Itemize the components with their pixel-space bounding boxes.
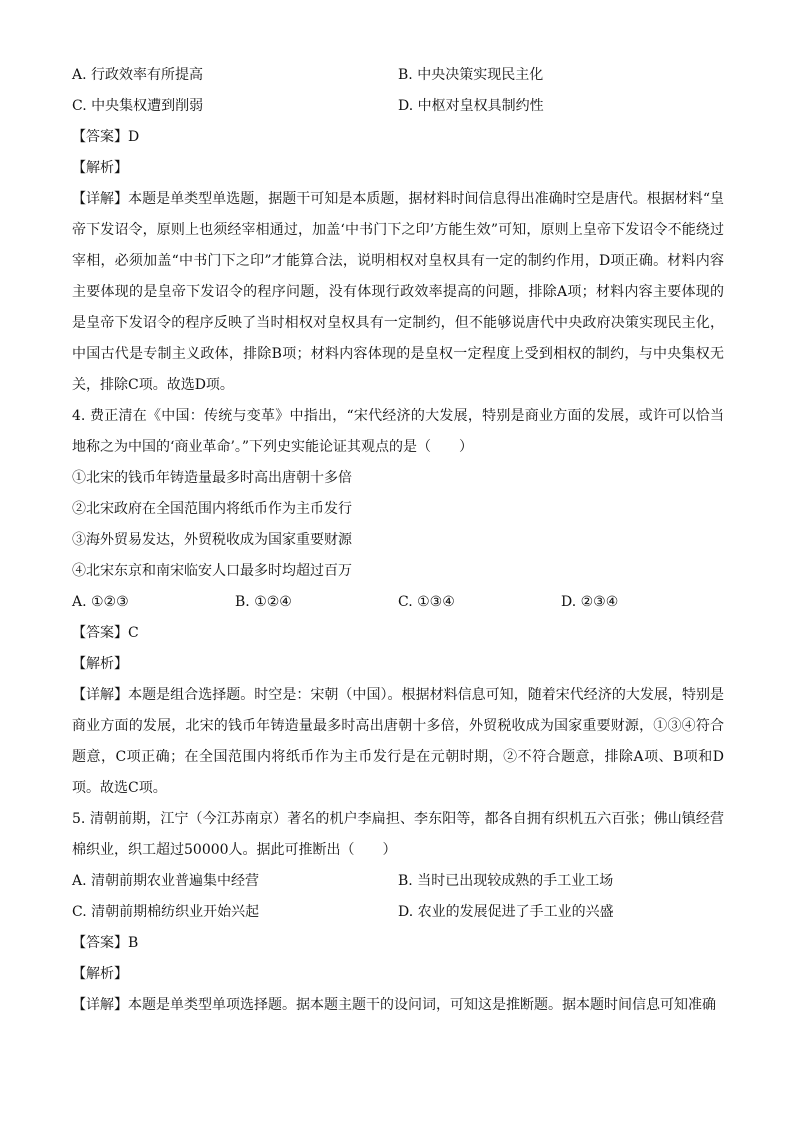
q3-detail: 【详解】本题是单类型单选题，据题干可知是本质题，据材料时间信息得出准确时空是唐代。根据材料“皇帝下发诏令，原则上也须经宰相通过，加盖‘中书门下之印’方能生效”可知，原则上皇帝下发诏令不能绕过宰相，必须加盖“中书门下之印”才能算合法，说明相权对皇权具有一定的制约作用，D项正确。材料内容主要体现的是皇帝下发诏令的程序问题，没有体现行政效率提高的问题，排除A项；材料内容主要体现的是皇帝下发诏令的程序反映了当时相权对皇权具有一定制约，但不能够说唐代中央政府决策实现民主化，中国古代是专制主义政体，排除B项；材料内容体现的是皇权一定程度上受到相权的制约，与中央集权无关，排除C项。故选D项。	[72, 191, 724, 393]
q4-option-a: A. ①②③	[72, 594, 129, 610]
q3-answer: 【答案】D	[72, 129, 140, 145]
q4-option-c: C. ①③④	[398, 594, 455, 610]
q4-option-d: D. ②③④	[561, 594, 619, 610]
q3-option-a: A. 行政效率有所提高	[72, 67, 204, 83]
q5-option-c: C. 清朝前期棉纺织业开始兴起	[72, 904, 260, 920]
q3-option-c: C. 中央集权遭到削弱	[72, 98, 204, 114]
q5-options-row-1	[72, 866, 724, 897]
q3-option-b: B. 中央决策实现民主化	[398, 67, 544, 83]
q5-analysis-label: 【解析】	[72, 966, 128, 982]
q5-detail: 【详解】本题是单类型单项选择题。据本题主题干的设问词，可知这是推断题。据本题时间信息可知准确	[72, 997, 716, 1013]
q3-options-row-2	[72, 91, 724, 122]
q4-option-b: B. ①②④	[235, 594, 292, 610]
q4-detail: 【详解】本题是组合选择题。时空是：宋朝（中国）。根据材料信息可知，随着宋代经济的大发展，特别是商业方面的发展，北宋的钱币年铸造量最多时高出唐朝十多倍，外贸税收成为国家重要财源，①③④符合题意，C项正确；在全国范围内将纸币作为主币发行是在元朝时期，②不符合题意，排除A项、B项和D项。故选C项。	[72, 687, 724, 796]
q3-analysis-label: 【解析】	[72, 160, 128, 176]
q5-option-a: A. 清朝前期农业普遍集中经营	[72, 873, 260, 889]
document-page	[72, 60, 724, 1021]
q4-analysis-label: 【解析】	[72, 656, 128, 672]
q5-options-row-2	[72, 897, 724, 928]
q4-item-1: ①北宋的钱币年铸造量最多时高出唐朝十多倍	[72, 470, 352, 486]
q4-options-row	[72, 587, 724, 618]
q4-stem: 4. 费正清在《中国：传统与变革》中指出，“宋代经济的大发展，特别是商业方面的发展，或许可以恰当地称之为中国的‘商业革命’。”下列史实能论证其观点的是（ ）	[72, 408, 724, 455]
q4-answer: 【答案】C	[72, 625, 139, 641]
q4-item-3: ③海外贸易发达，外贸税收成为国家重要财源	[72, 532, 352, 548]
q4-item-2: ②北宋政府在全国范围内将纸币作为主币发行	[72, 501, 352, 517]
q5-answer: 【答案】B	[72, 935, 139, 951]
q5-option-b: B. 当时已出现较成熟的手工业工场	[398, 873, 614, 889]
q5-option-d: D. 农业的发展促进了手工业的兴盛	[398, 904, 614, 920]
q5-stem: 5. 清朝前期，江宁（今江苏南京）著名的机户李扁担、李东阳等，都各自拥有织机五六百张；佛山镇经营棉织业，织工超过50000人。据此可推断出（ ）	[72, 811, 724, 858]
q3-option-d: D. 中枢对皇权具制约性	[398, 98, 544, 114]
q3-options-row-1	[72, 60, 724, 91]
q4-item-4: ④北宋东京和南宋临安人口最多时均超过百万	[72, 563, 352, 579]
